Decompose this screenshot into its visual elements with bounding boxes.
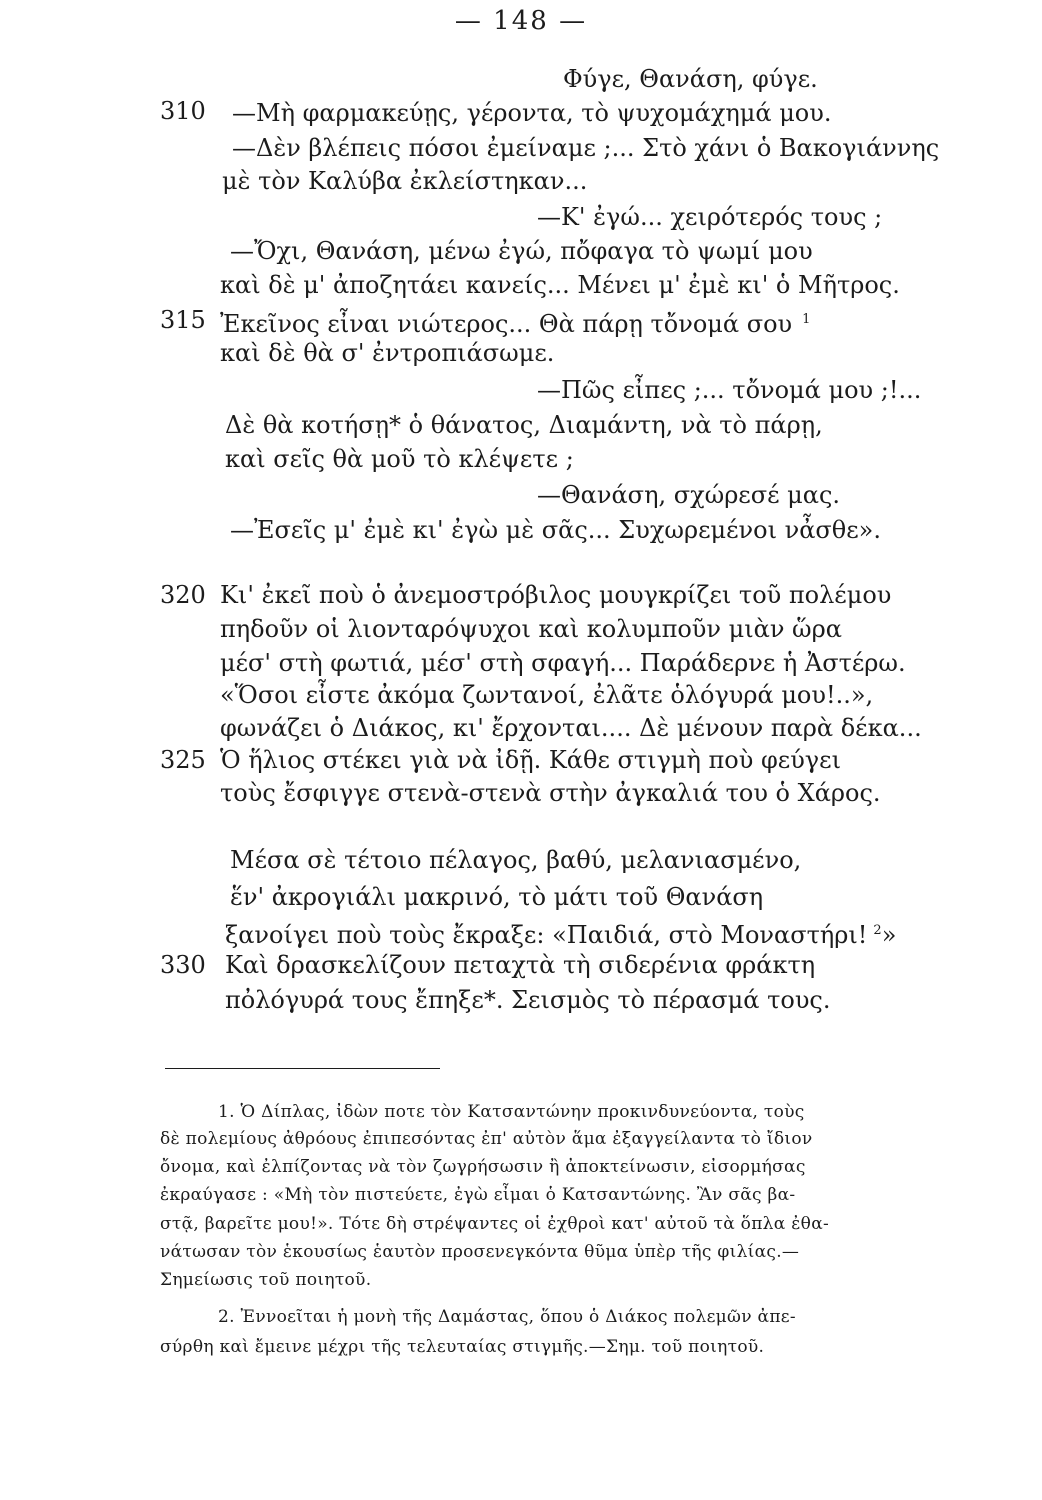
poem-line: —Κ' ἐγώ... χειρότερός τους ;: [537, 203, 883, 231]
closing-quote: »: [881, 921, 897, 949]
footnote-line: 2. Ἐννοεῖται ἡ μονὴ τῆς Δαμάστας, ὅπου ὁ Διάκος πολεμῶν ἀπε-: [218, 1307, 796, 1327]
poem-line: [220, 305, 810, 339]
line-number-330: 330: [160, 951, 206, 979]
line-number-310: 310: [160, 97, 206, 125]
poem-line: καὶ δὲ μ' ἀποζητάει κανείς... Μένει μ' ἐμὲ κι' ὁ Μῆτρος.: [220, 271, 900, 299]
footnote-line: σύρθη καὶ ἔμεινε μέχρι τῆς τελευταίας στιγμῆς.—Σημ. τοῦ ποιητοῦ.: [160, 1337, 765, 1357]
poem-line: μέσ' στὴ φωτιά, μέσ' στὴ σφαγή... Παράδερνε ἡ Ἀστέρω.: [220, 649, 906, 677]
footnote-line: ἐκραύγασε : «Μὴ τὸν πιστεύετε, ἐγὼ εἶμαι ὁ Κατσαντώνης. Ἂν σᾶς βα-: [160, 1185, 796, 1205]
poem-line: καὶ σεῖς θὰ μοῦ τὸ κλέψετε ;: [225, 445, 574, 473]
poem-line: πὀλόγυρά τους ἔπηξε*. Σεισμὸς τὸ πέρασμά τους.: [225, 986, 831, 1014]
poem-line: τοὺς ἔσφιγγε στενὰ-στενὰ στὴν ἀγκαλιά του ὁ Χάρος.: [220, 779, 881, 807]
poem-line: —Πῶς εἶπες ;... τὄνομά μου ;!...: [537, 376, 922, 404]
poem-line: Μέσα σὲ τέτοιο πέλαγος, βαθύ, μελανιασμένο,: [230, 846, 802, 874]
poem-line: Δὲ θὰ κοτήσῃ* ὁ θάνατος, Διαμάντη, νὰ τὸ πάρῃ,: [225, 411, 823, 439]
line-number-320: 320: [160, 581, 206, 609]
poem-line: —Δὲν βλέπεις πόσοι ἐμείναμε ;... Στὸ χάνι ὁ Βακογιάννης: [232, 134, 940, 162]
page-number: — 148 —: [454, 6, 588, 36]
poem-line: —Θανάση, σχώρεσέ μας.: [537, 481, 841, 509]
footnote-divider: [165, 1068, 440, 1069]
line-number-325: 325: [160, 746, 206, 774]
poem-text: Ἐκεῖνος εἶναι νιώτερος... Θὰ πάρῃ τὄνομά σου: [220, 310, 793, 338]
poem-line: πηδοῦν οἱ λιονταρόψυχοι καὶ κολυμποῦν μιὰν ὥρα: [220, 615, 842, 643]
poem-line: Καὶ δρασκελίζουν πεταχτὰ τὴ σιδερένια φράκτη: [225, 951, 816, 979]
footnote-ref-1: 1: [802, 312, 811, 327]
footnote-line: στᾷ, βαρεῖτε μου!». Τότε δὴ στρέψαντες οἱ ἐχθροὶ κατ' αὐτοῦ τὰ ὅπλα ἐθα-: [160, 1214, 830, 1234]
poem-line: Κι' ἐκεῖ ποὺ ὁ ἀνεμοστρόβιλος μουγκρίζει τοῦ πολέμου: [220, 581, 892, 609]
footnote-ref-2: 2: [873, 923, 882, 938]
footnote-line: νάτωσαν τὸν ἑκουσίως ἑαυτὸν προσενεγκόντα θῦμα ὑπὲρ τῆς φιλίας.—: [160, 1242, 800, 1262]
poem-line: —Ἐσεῖς μ' ἐμὲ κι' ἐγὼ μὲ σᾶς... Συχωρεμένοι νἆσθε».: [230, 516, 881, 544]
poem-line: καὶ δὲ θὰ σ' ἐντροπιάσωμε.: [220, 339, 555, 367]
footnote-line: Σημείωσις τοῦ ποιητοῦ.: [160, 1270, 372, 1290]
poem-line: Φύγε, Θανάση, φύγε.: [563, 65, 818, 93]
poem-text: ξανοίγει ποὺ τοὺς ἔκραξε: «Παιδιά, στὸ Μοναστήρι!: [225, 921, 868, 949]
poem-line: Ὁ ἥλιος στέκει γιὰ νὰ ἰδῇ. Κάθε στιγμὴ ποὺ φεύγει: [220, 746, 841, 774]
poem-line: ἕν' ἀκρογιάλι μακρινό, τὸ μάτι τοῦ Θανάση: [230, 883, 764, 911]
poem-line: —Μὴ φαρμακεύῃς, γέροντα, τὸ ψυχομάχημά μου.: [232, 99, 832, 127]
poem-line: «Ὅσοι εἶστε ἀκόμα ζωντανοί, ἐλᾶτε ὁλόγυρά μου!..»,: [220, 681, 874, 709]
footnote-line: 1. Ὁ Δίπλας, ἰδὼν ποτε τὸν Κατσαντώνην προκινδυνεύοντα, τοὺς: [218, 1102, 805, 1122]
poem-line: —Ὄχι, Θανάση, μένω ἐγώ, πὄφαγα τὸ ψωμί μου: [230, 237, 813, 265]
poem-line: [225, 916, 896, 950]
poem-line: φωνάζει ὁ Διάκος, κι' ἔρχονται.... Δὲ μένουν παρὰ δέκα...: [220, 714, 922, 742]
footnote-line: ὄνομα, καὶ ἐλπίζοντας νὰ τὸν ζωγρήσωσιν ἢ ἀποκτείνωσιν, εἰσορμήσας: [160, 1157, 806, 1177]
footnote-line: δὲ πολεμίους ἀθρόους ἐπιπεσόντας ἐπ' αὐτὸν ἅμα ἐξαγγείλαντα τὸ ἴδιον: [160, 1129, 813, 1149]
line-number-315: 315: [160, 306, 206, 334]
poem-line: μὲ τὸν Καλύβα ἐκλείστηκαν...: [222, 167, 588, 195]
